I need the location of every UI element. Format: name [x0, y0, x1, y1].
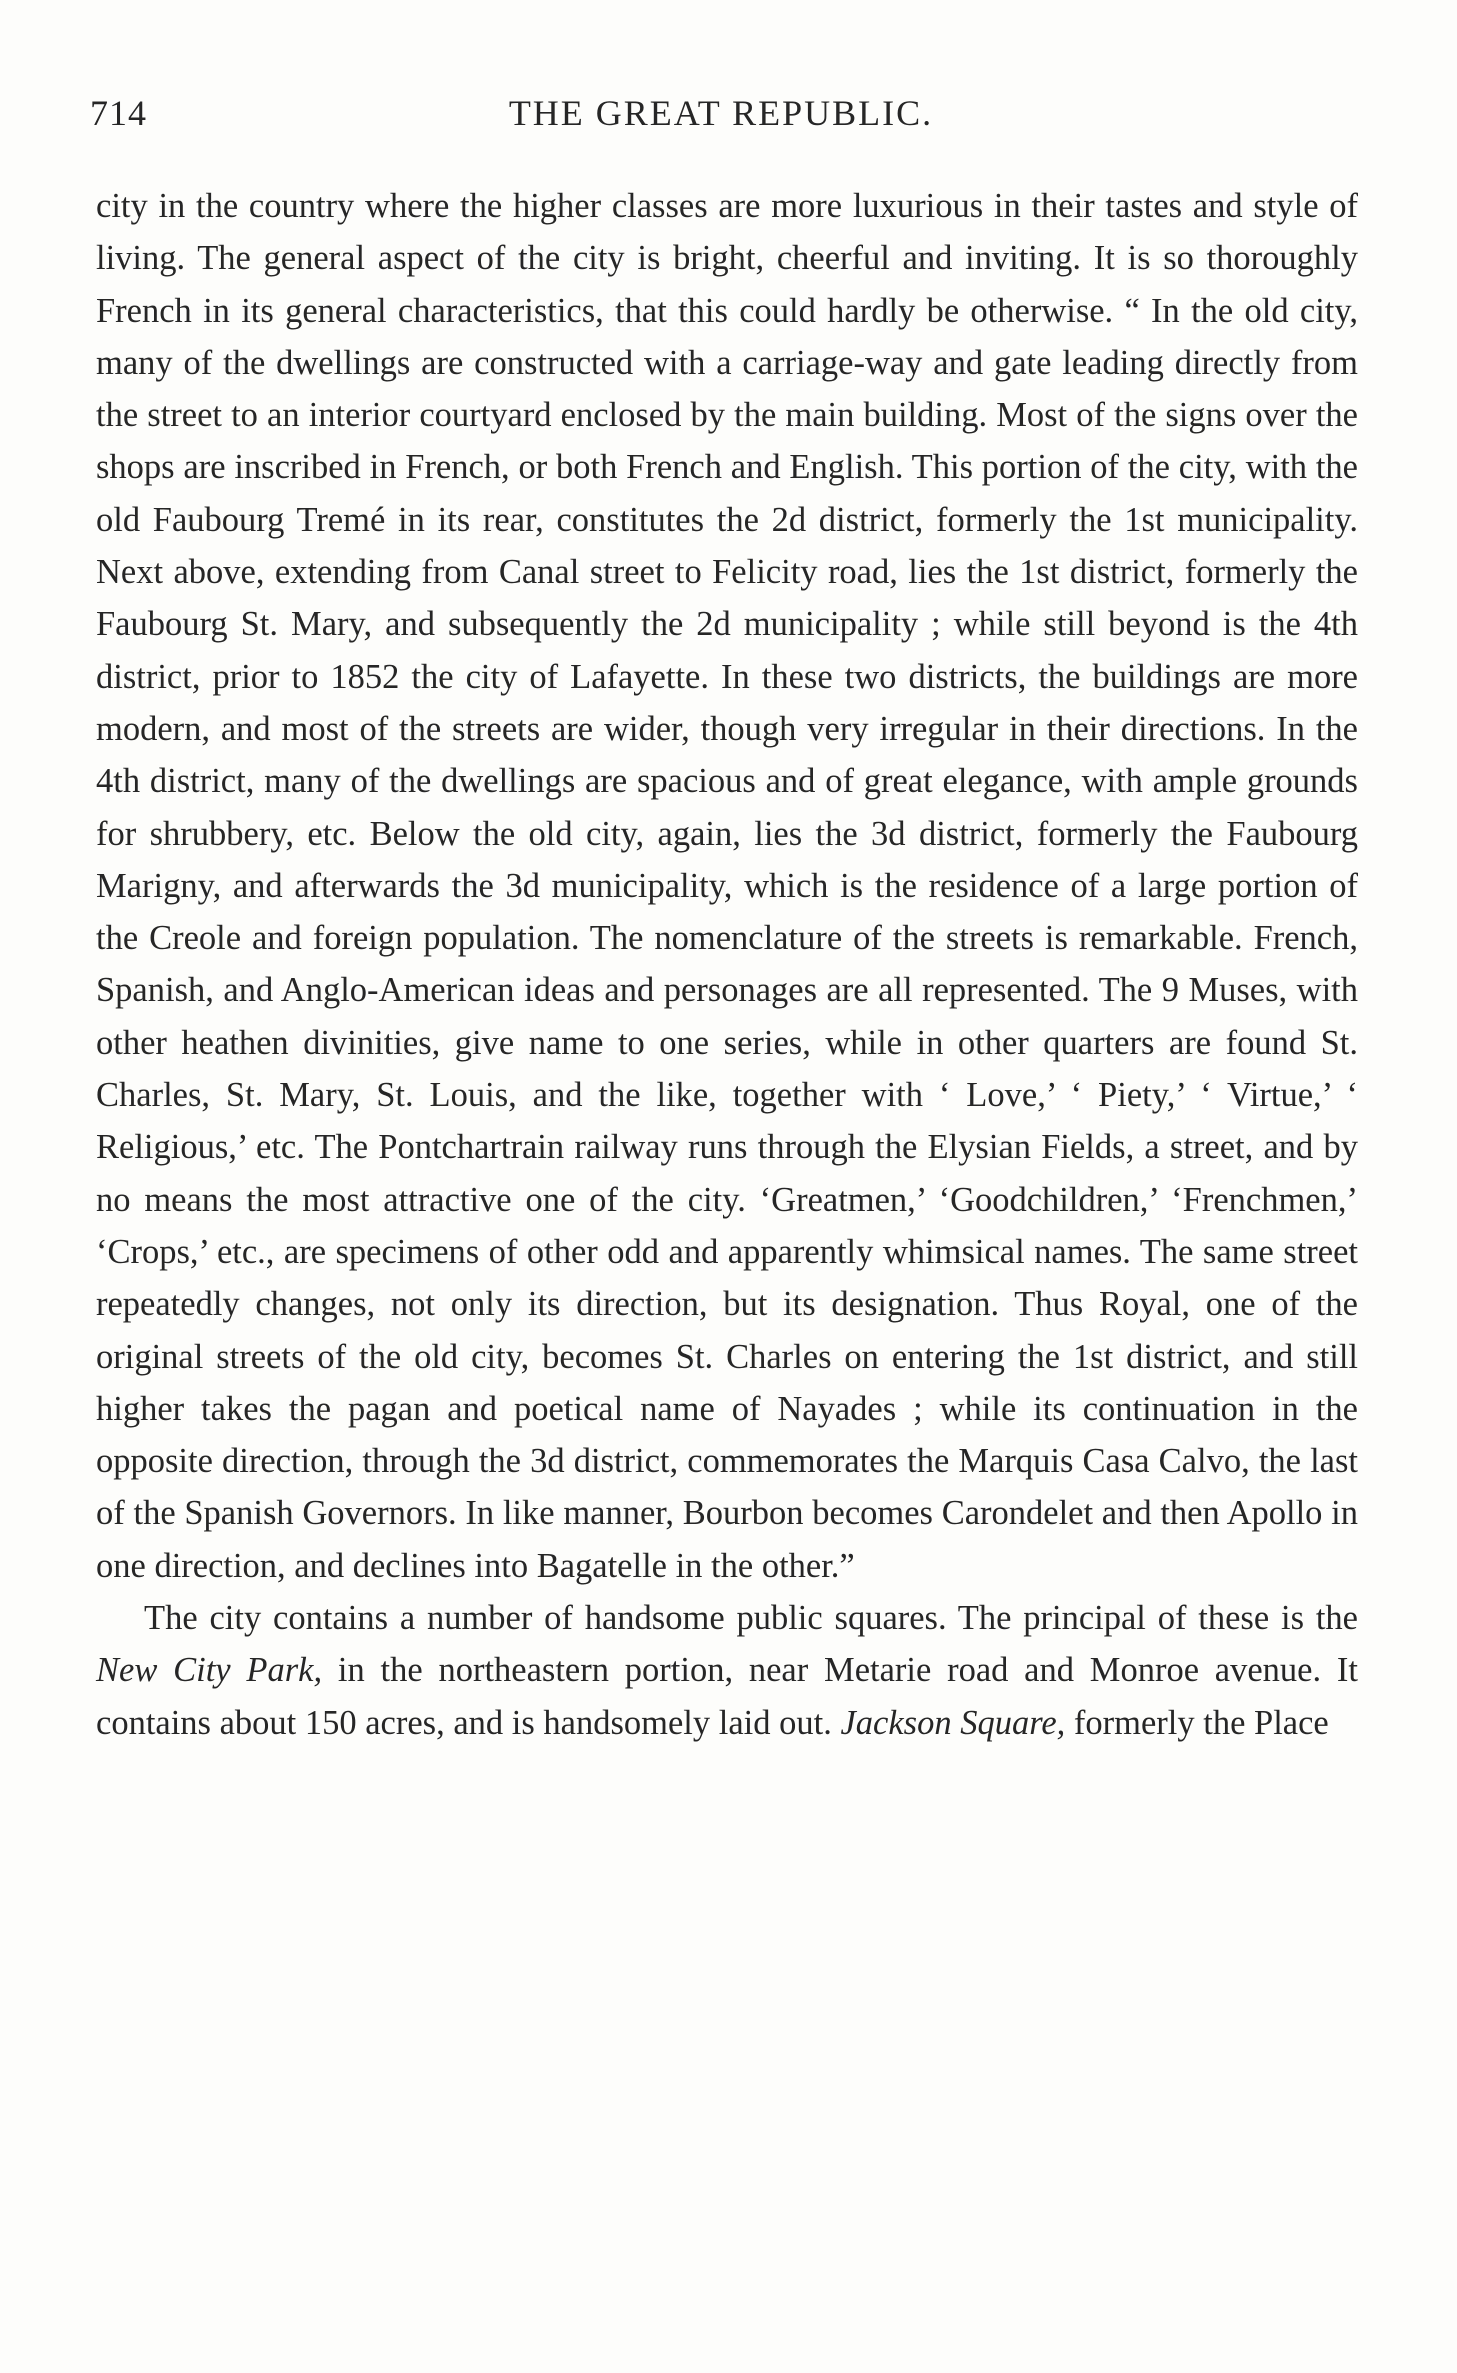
- jackson-square-italic: Jackson Square,: [840, 1703, 1066, 1742]
- paragraph-1: city in the country where the higher classes are more luxurious in their tastes and style of living. The general aspect of the city is bright, cheerful and inviting. It is so thoroughly French in its general characteristics, that this could hardly be otherwise. “ In the old city, many of the dwellings are constructed with a carriage-way and gate leading directly from the street to an interior courtyard enclosed by the main building. Most of the signs over the shops are inscribed in French, or both French and English. This portion of the city, with the old Faubourg Tremé in its rear, constitutes the 2d district, formerly the 1st municipality. Next above, extending from Canal street to Felicity road, lies the 1st district, formerly the Faubourg St. Mary, and subsequently the 2d municipality ; while still beyond is the 4th district, prior to 1852 the city of Lafayette. In these two districts, the buildings are more modern, and most of the streets are wider, though very irregular in their directions. In the 4th district, many of the dwellings are spacious and of great elegance, with ample grounds for shrubbery, etc. Below the old city, again, lies the 3d district, formerly the Faubourg Marigny, and afterwards the 3d municipality, which is the residence of a large portion of the Creole and foreign population. The nomenclature of the streets is remarkable. French, Spanish, and Anglo-American ideas and personages are all represented. The 9 Muses, with other heathen divinities, give name to one series, while in other quarters are found St. Charles, St. Mary, St. Louis, and the like, together with ‘ Love,’ ‘ Piety,’ ‘ Virtue,’ ‘ Religious,’ etc. The Pontchartrain railway runs through the Elysian Fields, a street, and by no means the most attractive one of the city. ‘Greatmen,’ ‘Goodchildren,’ ‘Frenchmen,’ ‘Crops,’ etc., are specimens of other odd and apparently whimsical names. The same street repeatedly changes, not only its direction, but its designation. Thus Royal, one of the original streets of the old city, becomes St. Charles on entering the 1st district, and still higher takes the pagan and poetical name of Nayades ; while its continuation in the opposite direction, through the 3d district, commemorates the Marquis Casa Calvo, the last of the Spanish Governors. In like manner, Bourbon becomes Carondelet and then Apollo in one direction, and declines into Bagatelle in the other.”: [96, 187, 1358, 1585]
- running-title: THE GREAT REPUBLIC.: [508, 93, 934, 133]
- paragraph-2-text-b: in the northeastern portion, near Metarie road and Monroe avenue. It contains about 150 acres, and is handsomely laid out.: [96, 1651, 1358, 1742]
- page-header: [90, 92, 1352, 142]
- body-text: [96, 180, 1358, 1749]
- paragraph-2: [96, 1592, 1358, 1749]
- paragraph-2-text-a: The city contains a number of handsome public squares. The principal of these is the: [144, 1599, 1358, 1638]
- page-number: 714: [90, 93, 147, 133]
- new-city-park-italic: New City Park,: [96, 1651, 323, 1690]
- paragraph-2-text-c: formerly the Place: [1073, 1703, 1329, 1742]
